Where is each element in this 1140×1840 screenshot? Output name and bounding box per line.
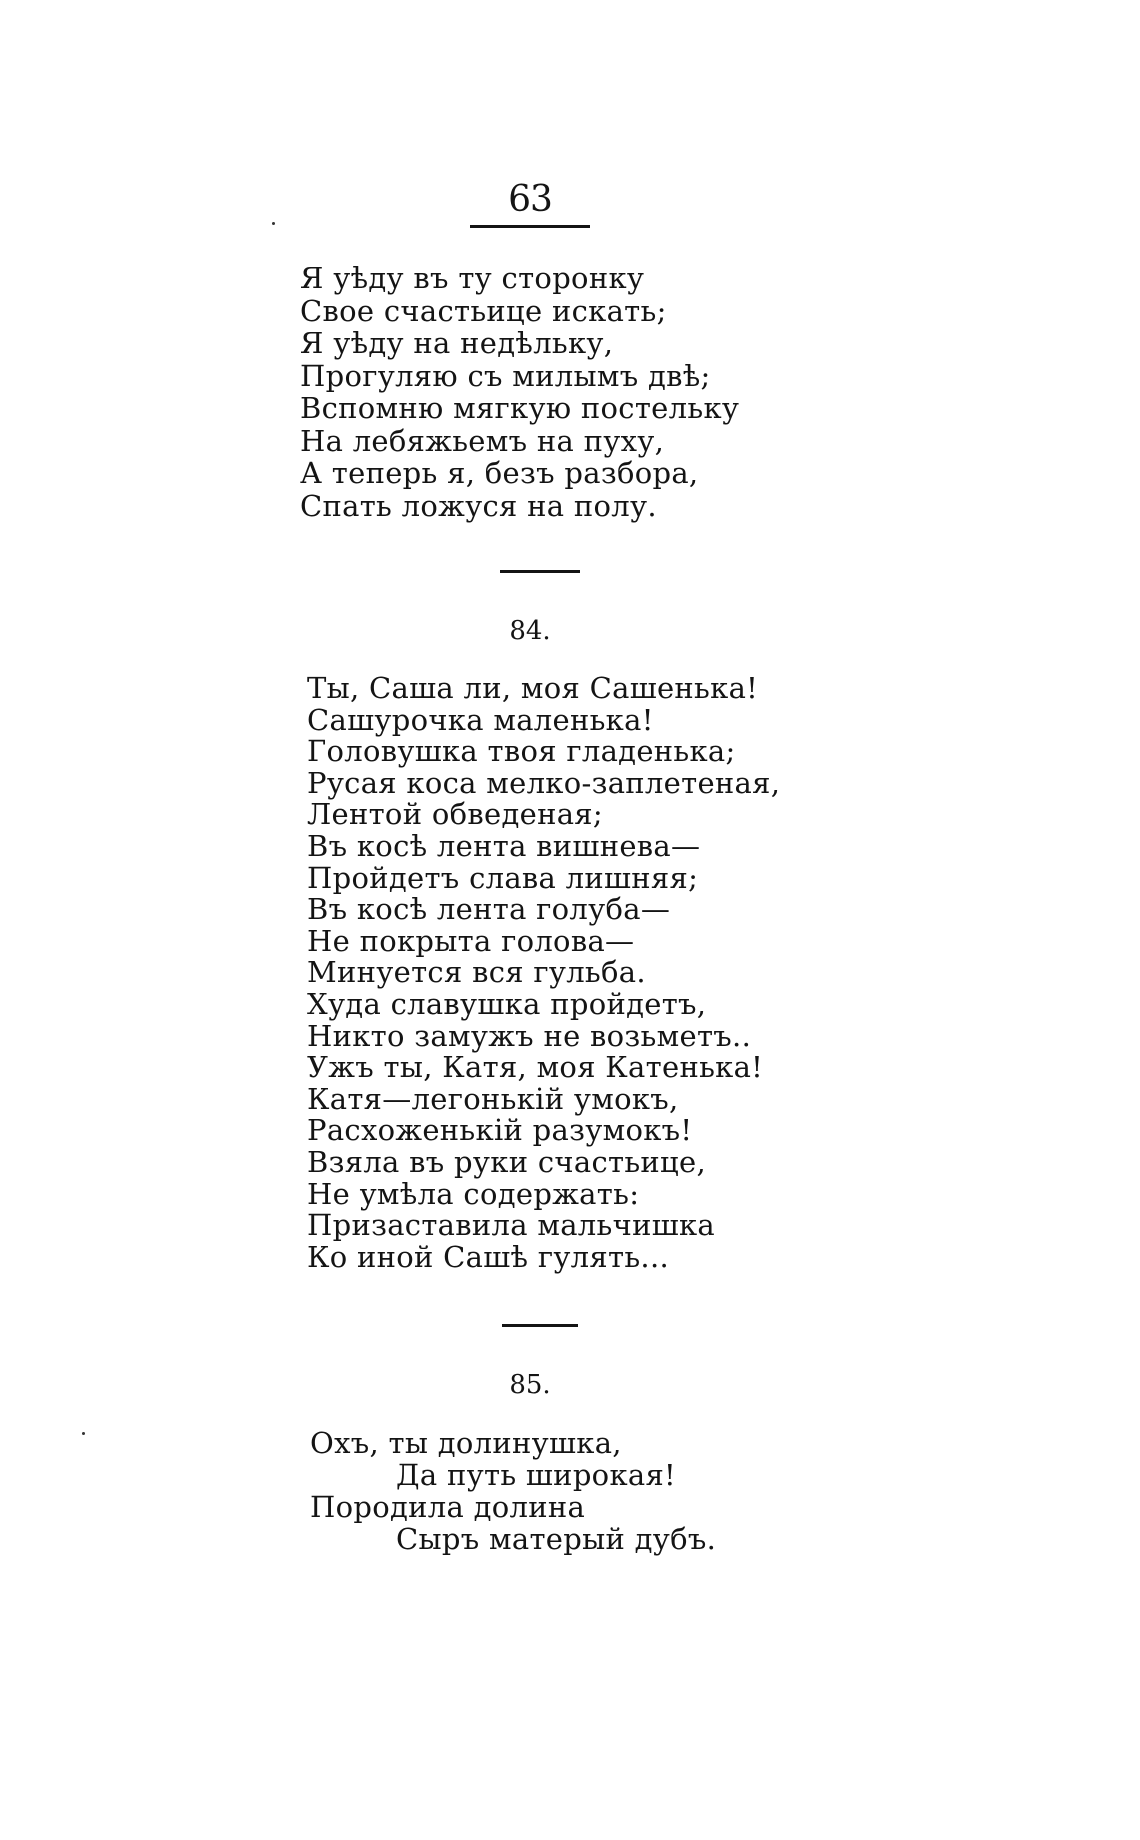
poem-line: Спать ложуся на полу. — [300, 488, 657, 523]
poem-line: Въ косѣ лента голуба— — [307, 892, 671, 927]
poem-line: Катя—легонькій умокъ, — [307, 1081, 679, 1116]
poem-line: А теперь я, безъ разбора, — [300, 456, 699, 490]
poem-line: Вспомню мягкую постельку — [300, 391, 740, 425]
poem-line: Минуется вся гульба. — [307, 955, 646, 990]
poem-line: На лебяжьемъ на пуху, — [300, 423, 665, 458]
poem-line: Въ косѣ лента вишнева— — [307, 828, 701, 863]
poem-line-indented: Да путь широкая! — [396, 1458, 677, 1492]
poem-line: Породила долина — [310, 1490, 586, 1524]
poem-line: Лентой обведеная; — [307, 797, 603, 832]
page-number: 63 — [508, 179, 552, 220]
poem-line: Не умѣла содержать: — [307, 1176, 640, 1211]
poem-line: Ужъ ты, Катя, моя Катенька! — [307, 1050, 764, 1085]
poem-line: Я уѣду въ ту сторонку — [300, 261, 645, 295]
poem-line: Никто замужъ не возьметъ.. — [307, 1018, 752, 1053]
poem-number: 84. — [509, 616, 551, 646]
poem-line: Головушка твоя гладенька; — [307, 734, 736, 769]
poem-line: Пройдетъ слава лишняя; — [307, 860, 699, 895]
poem-number: 85. — [509, 1370, 551, 1400]
poem-line: Прогуляю съ милымъ двѣ; — [300, 358, 711, 393]
poem-line: Я уѣду на недѣльку, — [300, 326, 614, 360]
poem-line: Ты, Саша ли, моя Сашенька! — [307, 671, 759, 705]
poem-line: Сашурочка маленька! — [307, 702, 654, 737]
poem-85-stanza — [310, 1427, 716, 1555]
poem-line: Расхоженькій разумокъ! — [307, 1113, 693, 1148]
poem-line: Ко иной Сашѣ гулять... — [307, 1239, 669, 1274]
section-divider — [502, 1324, 578, 1327]
poem-line: Взяла въ руки счастьице, — [307, 1144, 706, 1179]
poem-line: Не покрыта голова— — [307, 923, 635, 958]
poem-line: Призаставила мальчишка — [307, 1208, 715, 1243]
page-number-underline — [470, 225, 590, 228]
scan-speck — [272, 222, 275, 225]
poem-line: Худа славушка пройдетъ, — [307, 986, 707, 1021]
scan-speck — [82, 1432, 85, 1435]
poem-line: Свое счастьице искать; — [300, 293, 667, 328]
poem-83-stanza — [300, 262, 739, 522]
poem-line-indented: Сыръ матерый дубъ. — [396, 1522, 717, 1556]
poem-line: Русая коса мелко-заплетеная, — [307, 765, 781, 800]
poem-line: Охъ, ты долинушка, — [310, 1426, 622, 1460]
poem-84-stanza — [307, 673, 780, 1273]
section-divider — [500, 570, 580, 573]
